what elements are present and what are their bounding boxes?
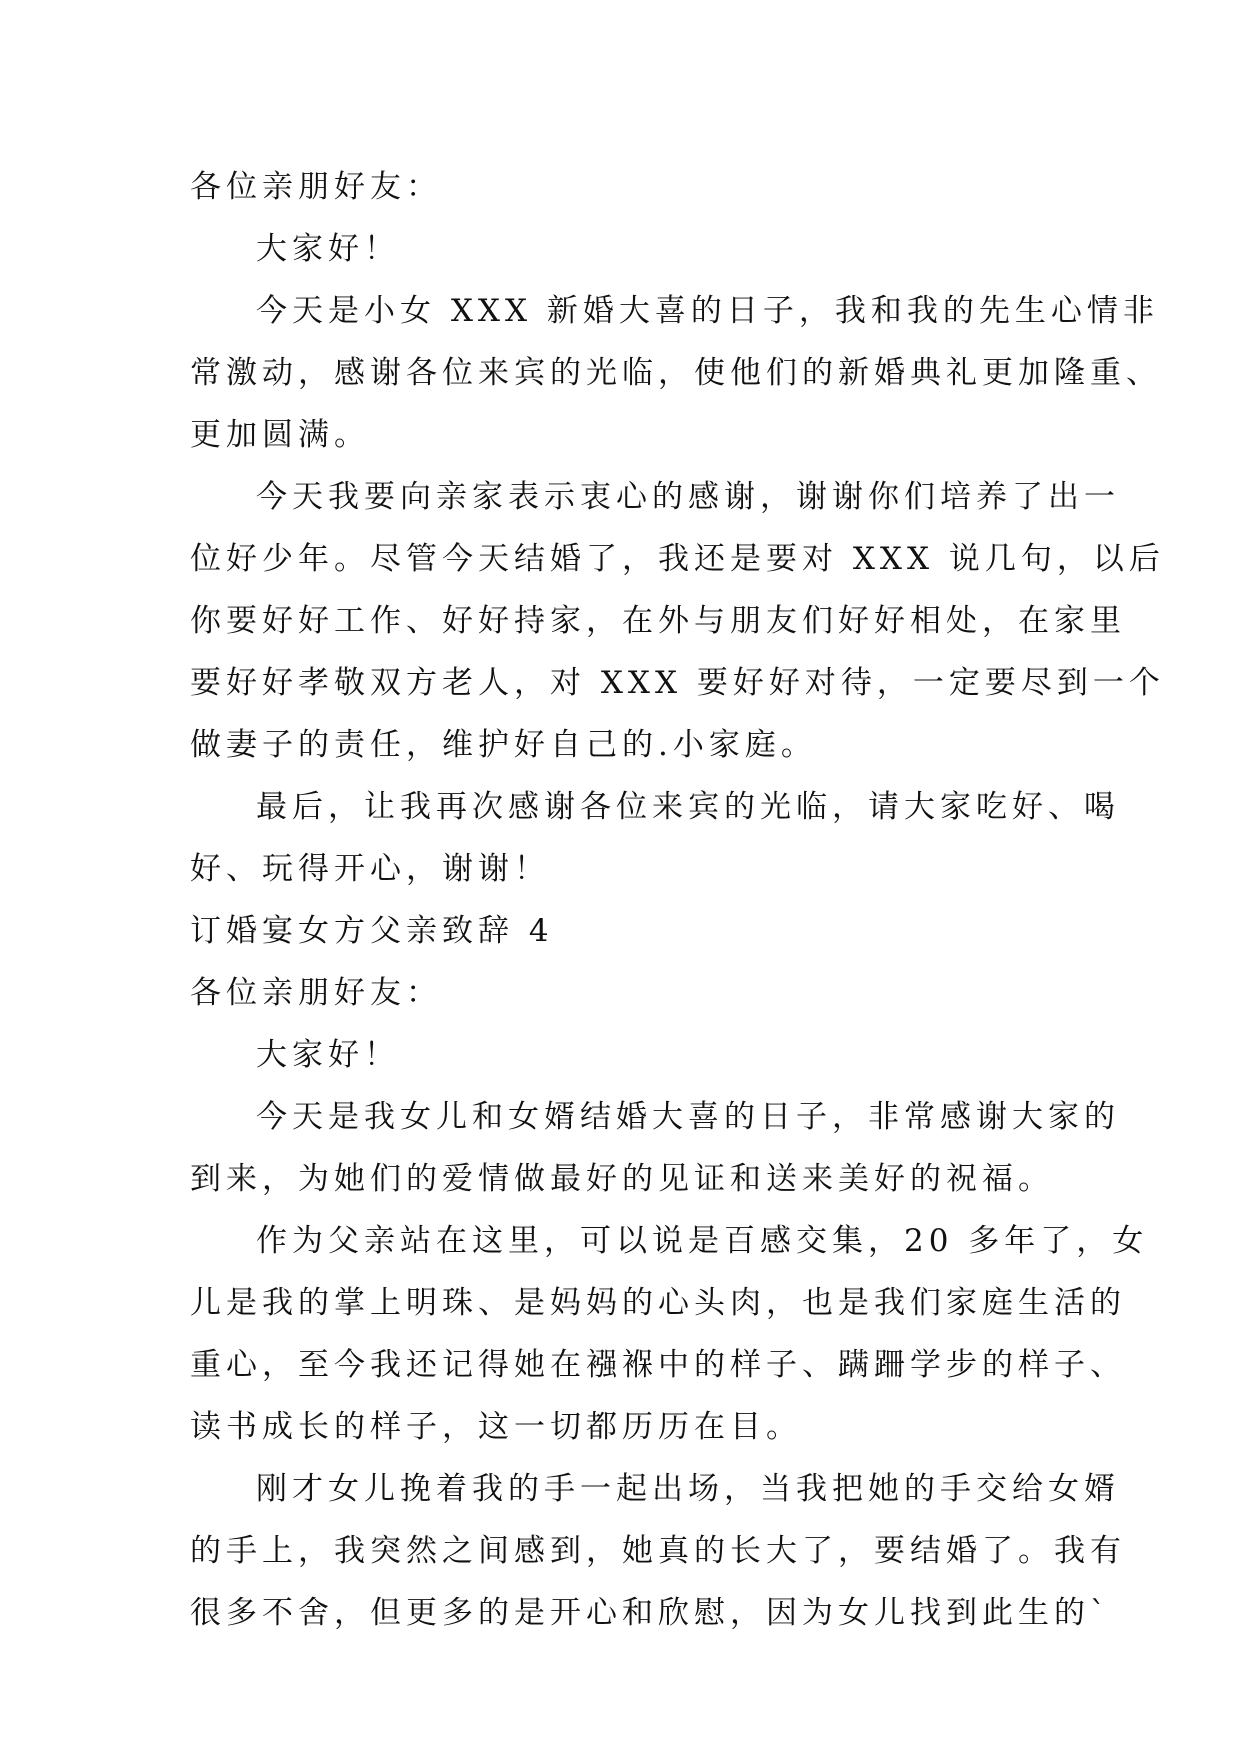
paragraph-line: 今天是我女儿和女婿结婚大喜的日子，非常感谢大家的 [256, 1099, 1120, 1135]
paragraph-line: 读书成长的样子，这一切都历历在目。 [190, 1409, 802, 1445]
paragraph-line: 好、玩得开心，谢谢！ [190, 851, 550, 887]
paragraph-line: 儿是我的掌上明珠、是妈妈的心头肉，也是我们家庭生活的 [190, 1285, 1126, 1321]
greeting-line: 各位亲朋好友： [190, 169, 442, 205]
paragraph-line: 常激动，感谢各位来宾的光临，使他们的新婚典礼更加隆重、 [190, 355, 1162, 391]
paragraph-line: 作为父亲站在这里，可以说是百感交集，20 多年了，女 [256, 1223, 1149, 1259]
paragraph-line: 到来，为她们的爱情做最好的见证和送来美好的祝福。 [190, 1161, 1054, 1197]
salutation-line: 大家好！ [256, 231, 400, 267]
paragraph-line: 重心，至今我还记得她在襁褓中的样子、蹒跚学步的样子、 [190, 1347, 1126, 1383]
paragraph-line: 最后，让我再次感谢各位来宾的光临，请大家吃好、喝 [256, 789, 1120, 825]
paragraph-line: 要好好孝敬双方老人，对 XXX 要好好对待，一定要尽到一个 [190, 665, 1165, 701]
greeting-line: 各位亲朋好友： [190, 975, 442, 1011]
paragraph-line: 的手上，我突然之间感到，她真的长大了，要结婚了。我有 [190, 1533, 1126, 1569]
salutation-line: 大家好！ [256, 1037, 400, 1073]
paragraph-line: 做妻子的责任，维护好自己的.小家庭。 [190, 727, 817, 763]
paragraph-line: 刚才女儿挽着我的手一起出场，当我把她的手交给女婿 [256, 1471, 1120, 1507]
paragraph-line: 你要好好工作、好好持家，在外与朋友们好好相处，在家里 [190, 603, 1126, 639]
paragraph-line: 位好少年。尽管今天结婚了，我还是要对 XXX 说几句，以后 [190, 541, 1165, 577]
paragraph-line: 更加圆满。 [190, 417, 370, 453]
paragraph-line: 今天我要向亲家表示衷心的感谢，谢谢你们培养了出一 [256, 479, 1120, 515]
paragraph-line: 今天是小女 XXX 新婚大喜的日子，我和我的先生心情非 [256, 293, 1159, 329]
section-heading: 订婚宴女方父亲致辞 4 [190, 913, 554, 949]
paragraph-line: 很多不舍，但更多的是开心和欣慰，因为女儿找到此生的` [190, 1595, 1111, 1631]
